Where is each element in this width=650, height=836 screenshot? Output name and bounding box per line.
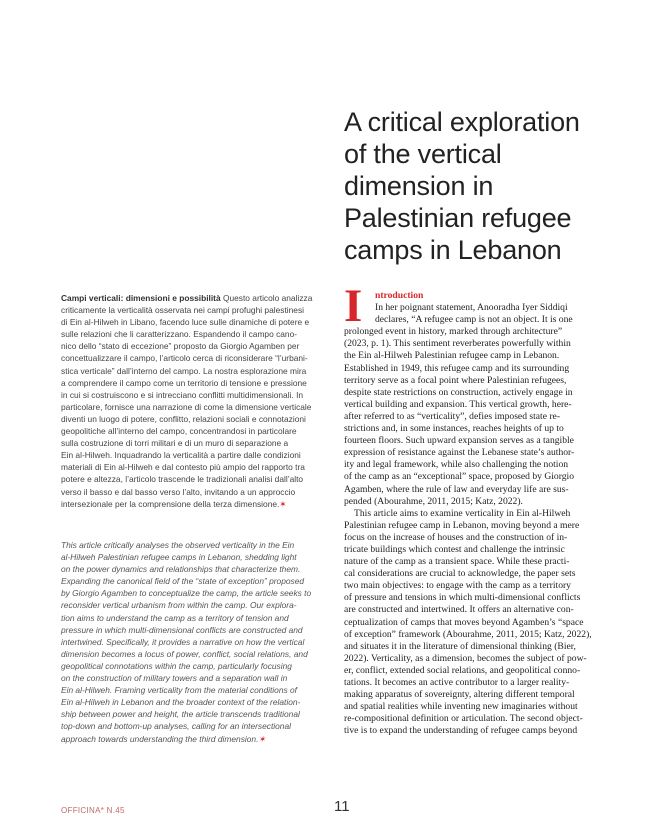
abstract-it-line	[61, 316, 327, 328]
abstract-en-line	[61, 636, 327, 648]
abstract-it-text: a comprendere il campo come un territorio di tensione e pressione	[61, 377, 307, 388]
abstract-en-text: on the power dynamics and relationships that characterize them.	[61, 564, 301, 575]
abstract-italian	[61, 292, 327, 510]
body-line: cal considerations are crucial to acknowledge, the paper sets	[344, 568, 576, 580]
abstract-en-line	[61, 672, 327, 684]
body-line: expression of resistance against the Lebanese state’s author-	[344, 447, 575, 459]
abstract-en-text: top-down and bottom-up analyses, calling for an intersectional	[61, 721, 291, 732]
abstract-it-text: di Ein al-Hilweh in Libano, facendo luce sulle dinamiche di potere e	[61, 317, 310, 328]
page-number: 11	[334, 798, 350, 815]
star-icon: ✶	[279, 498, 287, 509]
body-line: fourteen floors. Such upward expansion serves as a tangible	[344, 435, 574, 447]
title-line: Palestinian refugee	[344, 203, 572, 233]
abstract-it-text: geopolitiche all’interno del campo, concentrandosi in particolare	[61, 426, 297, 437]
abstract-it-text: intersezionale per la comprensione della terza dimensione.	[61, 498, 280, 509]
abstract-it-line	[61, 340, 327, 352]
body-line: despite state restrictions on construction, actively engage in	[344, 386, 573, 398]
title-line: of the vertical	[344, 139, 502, 169]
body-line: the Ein al-Hilweh Palestinian refugee camp in Lebanon.	[344, 350, 560, 362]
body-line: prolonged event in history, marked through architecture”	[344, 326, 563, 338]
abstract-it-text: stica verticale” dall’interno del campo. La nostra esplorazione mira	[61, 365, 307, 376]
abstract-it-text: nico dello “stato di eccezione” proposto da Giorgio Agamben per	[61, 341, 300, 352]
abstract-it-text: materiali di Ein al-Hilweh e dal contesto più ampio del rapporto tra	[61, 462, 305, 473]
abstract-it-line	[61, 389, 327, 401]
title-line: A critical exploration	[344, 107, 580, 137]
body-line	[344, 290, 614, 302]
title-line: camps in Lebanon	[344, 235, 562, 265]
abstract-it-heading: Campi verticali: dimensioni e possibilità	[61, 293, 221, 303]
abstract-it-line	[61, 486, 327, 498]
abstract-en-line	[61, 612, 327, 624]
abstract-it-text: sulle relazioni che li caratterizzano. Espandendo il campo cano-	[61, 329, 298, 340]
abstract-en-text: tion aims to understand the camp as a territory of tension and	[61, 612, 289, 623]
abstract-it-line	[61, 498, 327, 510]
abstract-en-text: dimension becomes a locus of power, conflict, social relations, and	[61, 648, 308, 659]
body-line: In her poignant statement, Anooradha Iyer Siddiqi	[375, 302, 568, 314]
abstract-en-line	[61, 563, 327, 575]
body-line: and situates it in the literature of dimensional thinking (Bier,	[344, 640, 576, 652]
body-line: This article aims to examine verticality in Ein al-Hilweh	[354, 507, 571, 519]
abstract-en-line	[61, 599, 327, 611]
body-line: making apparatus of sovereignty, altering different temporal	[344, 689, 575, 701]
body-line: re-compositional definition or articulation. The second object-	[344, 713, 583, 725]
body-line: territory serve as a focal point where Palestinian refugees,	[344, 374, 567, 386]
abstract-it-line	[61, 352, 327, 364]
abstract-en-line	[61, 708, 327, 720]
abstract-en-line	[61, 660, 327, 672]
abstract-en-text: by Giorgio Agamben to conceptualize the camp, the article seeks to	[61, 588, 312, 599]
abstract-en-text: This article critically analyses the observed verticality in the Ein	[61, 540, 295, 550]
journal-footer: OFFICINA* N.45	[61, 806, 125, 815]
abstract-it-line	[61, 401, 327, 413]
body-line: of pressure and tensions in which multi-dimensional conflicts	[344, 592, 581, 604]
body-line: Palestinian refugee camp in Lebanon, moving beyond a mere	[344, 519, 580, 531]
abstract-it-text: particolare, fornisce una narrazione di come la dimensione verticale	[61, 401, 312, 412]
abstract-it-line	[61, 449, 327, 461]
body-line: (2023, p. 1). This sentiment reverberates powerfully within	[344, 338, 571, 350]
body-line: tive is to expand the understanding of refugee camps beyond	[344, 725, 578, 737]
body-line: vertical building and expansion. This vertical growth, here-	[344, 398, 572, 410]
body-line: declares, “A refugee camp is not an object. It is one	[375, 314, 573, 326]
abstract-en-text: geopolitical connotations within the camp, particularly focusing	[61, 660, 292, 671]
abstract-en-text: Expanding the canonical field of the “state of exception” proposed	[61, 576, 305, 587]
abstract-en-text: reconsider vertical urbanism from within the camp. Our explora-	[61, 600, 297, 611]
body-line: are constructed and intertwined. It offers an alternative con-	[344, 604, 574, 616]
abstract-it-line	[61, 377, 327, 389]
abstract-en-line	[61, 720, 327, 732]
body-line: ceptualization of camps that moves beyond Agamben’s “space	[344, 616, 584, 628]
abstract-it-line	[61, 328, 327, 340]
abstract-it-text: in cui si costruiscono e si intrecciano conflitti multidimensionali. In	[61, 389, 304, 400]
abstract-en-text: Ein al-Hilweh in Lebanon and the broader context of the relation-	[61, 697, 301, 708]
body-line: and spatial realities while inventing new imaginaries without	[344, 701, 578, 713]
abstract-en-line	[61, 733, 327, 745]
abstract-it-line	[61, 365, 327, 377]
abstract-en-line	[61, 587, 327, 599]
section-heading: ntroduction	[375, 290, 424, 301]
abstract-it-text: potere e altezza, l’articolo trascende le tradizionali analisi dall’alto	[61, 474, 304, 485]
body-line: tricate buildings which contest and challenge the intrinsic	[344, 543, 565, 555]
drop-cap: I	[344, 280, 363, 332]
body-line: pended (Abourahme, 2011, 2015; Katz, 2022).	[344, 495, 523, 507]
abstract-en-line	[61, 648, 327, 660]
abstract-en-text: Ein al-Hilweh. Framing verticality from the material conditions of	[61, 685, 297, 696]
abstract-en-line	[61, 551, 327, 563]
body-line: of the camp as an “exceptional” space, proposed by Giorgio	[344, 471, 574, 483]
abstract-it-line	[61, 425, 327, 437]
abstract-en-line	[61, 624, 327, 636]
abstract-it-line	[61, 473, 327, 485]
abstract-en-text: pressure in which multi-dimensional conflicts are constructed and	[61, 624, 303, 635]
abstract-en-text: intertwined. Specifically, it provides a narrative on how the vertical	[61, 636, 305, 647]
abstract-english	[61, 539, 327, 745]
abstract-it-text: diventi un luogo di potere, conflitto, relazioni sociali e connotazioni	[61, 413, 306, 424]
body-line: tations. It becomes an active contributor to a larger reality-	[344, 677, 570, 688]
abstract-it-line	[61, 437, 327, 449]
abstract-it-text: Ein al-Hilweh. Inquadrando la verticalità a partire dalle condizioni	[61, 450, 301, 461]
abstract-it-text: concettualizzare il campo, l’articolo cerca di riconsiderare “l’urbani-	[61, 353, 308, 364]
abstract-it-text: sulla costruzione di torri militari e di un muro di separazione a	[61, 438, 289, 449]
abstract-it-text: Questo articolo analizza	[220, 293, 313, 303]
abstract-it-line	[61, 292, 327, 304]
article-title	[344, 106, 614, 266]
body-line: ity and legal framework, while also challenging the notion	[344, 459, 569, 471]
title-line: dimension in	[344, 171, 494, 201]
abstract-it-text: verso il basso e dal basso verso l’alto, invitando a un approccio	[61, 486, 296, 497]
abstract-it-text: criticamente la verticalità osservata nei campi profughi palestinesi	[61, 305, 304, 316]
abstract-it-line	[61, 461, 327, 473]
body-line: er, conflict, extended social relations, and geopolitical conno-	[344, 664, 581, 676]
body-line: focus on the increase of houses and the construction of in-	[344, 531, 568, 543]
body-line: nature of the camp as a transient space. While these practi-	[344, 556, 570, 568]
body-line: strictions and, in some instances, reaches heights of up to	[344, 423, 564, 435]
body-text-column	[344, 290, 614, 737]
abstract-it-line	[61, 304, 327, 316]
star-icon: ✶	[258, 733, 266, 744]
abstract-en-text: on the construction of military towers and a separation wall in	[61, 673, 288, 684]
body-line: Established in 1949, this refugee camp and its surrounding	[344, 362, 570, 374]
body-line: after referred to as “verticality”, defies imposed state re-	[344, 410, 561, 422]
abstract-en-text: ship between power and height, the article transcends traditional	[61, 709, 300, 720]
body-line: of exception” framework (Abourahme, 2011, 2015; Katz, 2022),	[344, 628, 592, 640]
abstract-en-line	[61, 696, 327, 708]
abstract-en-line	[61, 684, 327, 696]
body-line: Agamben, where the rule of law and everyday life are sus-	[344, 483, 569, 495]
abstract-en-line	[61, 539, 327, 551]
abstract-en-text: approach towards understanding the third dimension.	[61, 733, 259, 744]
abstract-en-line	[61, 575, 327, 587]
body-line: two main objectives: to engage with the camp as a territory	[344, 580, 571, 592]
body-line: 2022). Verticality, as a dimension, becomes the subject of pow-	[344, 652, 587, 664]
abstract-en-text: al-Hilweh Palestinian refugee camps in Lebanon, shedding light	[61, 552, 297, 563]
abstract-it-line	[61, 413, 327, 425]
